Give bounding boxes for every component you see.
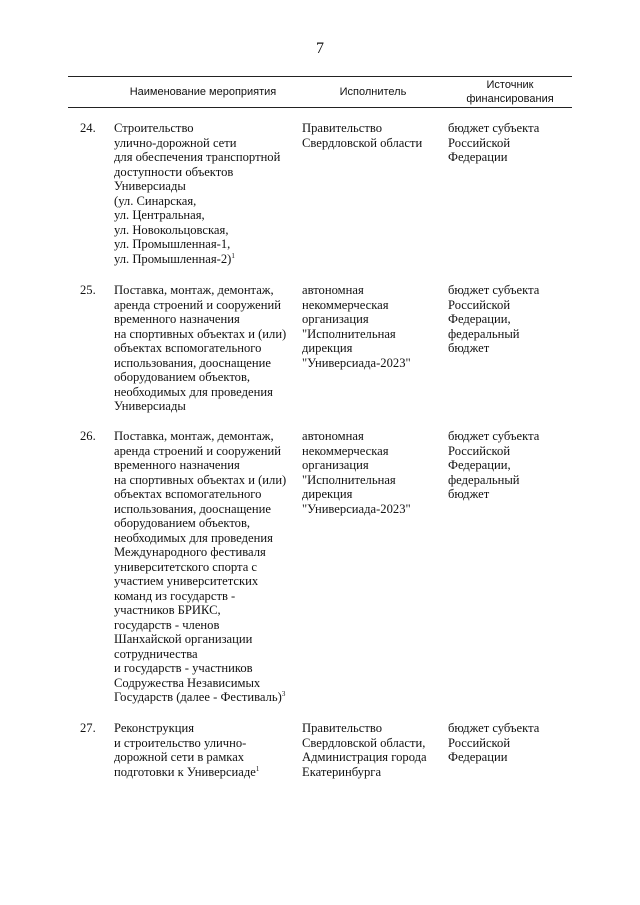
- header-source: Источник финансирования: [466, 79, 554, 105]
- executor: автономная некоммерческая организация "Исполнительная дирекция "Универсиада-2023": [302, 429, 411, 516]
- executor: Правительство Свердловской области: [302, 121, 423, 150]
- event-name: [114, 721, 299, 779]
- funding-source: бюджет субъекта Российской Федерации: [448, 721, 540, 764]
- footnote-ref: 1: [255, 764, 260, 773]
- row-number: 26.: [80, 429, 96, 443]
- row-number: 27.: [80, 721, 96, 735]
- row-number: 24.: [80, 121, 96, 135]
- page-number: 7: [316, 40, 324, 57]
- event-name-text: Поставка, монтаж, демонтаж, аренда строений и сооружений временного назначения на спортивных объектах и (или) объектах вспомогательного использования, дооснащение оборудованием объектов, необходимых для проведения Универсиады: [114, 283, 287, 413]
- event-name: [114, 429, 299, 705]
- funding-source: бюджет субъекта Российской Федерации, федеральный бюджет: [448, 429, 540, 501]
- funding-source: бюджет субъекта Российской Федерации, федеральный бюджет: [448, 283, 540, 355]
- event-name: [114, 283, 299, 414]
- row-number: 25.: [80, 283, 96, 297]
- executor: автономная некоммерческая организация "Исполнительная дирекция "Универсиада-2023": [302, 283, 411, 370]
- footnote-ref: 3: [281, 689, 286, 698]
- event-name-text: Поставка, монтаж, демонтаж, аренда строений и сооружений временного назначения на спортивных объектах и (или) объектах вспомогательного использования, дооснащение оборудованием объектов, необходимых для проведения Международного фестиваля университетского спорта с участием университетских команд из государств - участников БРИКС, государств - членов Шанхайской организации сотрудничества и государств - участников Содружества Независимых Государств (далее - Фестиваль): [114, 429, 287, 704]
- event-name-text: Реконструкция и строительство улично- дорожной сети в рамках подготовки к Универсиаде: [114, 721, 256, 779]
- footnote-ref: 1: [231, 251, 235, 260]
- header-executor: Исполнитель: [339, 86, 407, 98]
- executor: Правительство Свердловской области, Администрация города Екатеринбурга: [302, 721, 427, 779]
- table-header: [68, 76, 572, 108]
- funding-source: бюджет субъекта Российской Федерации: [448, 121, 540, 164]
- event-name: [114, 121, 299, 266]
- header-name: Наименование мероприятия: [129, 86, 277, 98]
- event-name-text: Строительство улично-дорожной сети для обеспечения транспортной доступности объектов Универсиады (ул. Синарская, ул. Центральная, ул. Новокольцовская, ул. Промышленная-1, ул. Промышленная-2): [114, 121, 281, 266]
